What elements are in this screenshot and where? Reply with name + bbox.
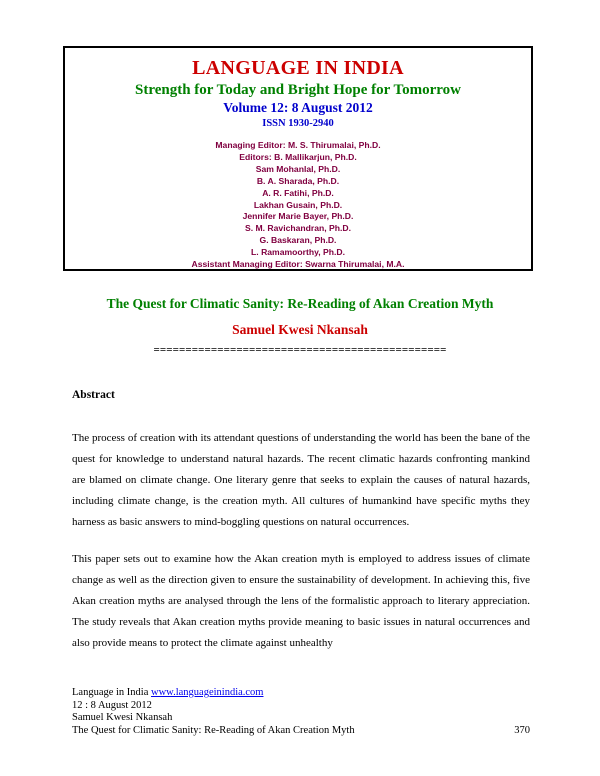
footer-journal-line [72,687,530,700]
abstract-heading: Abstract [72,389,115,401]
journal-volume: Volume 12: 8 August 2012 [223,100,373,115]
journal-masthead [63,46,533,271]
editors-list [65,140,531,271]
editor-line: Lakhan Gusain, Ph.D. [253,199,343,210]
editor-line: G. Baskaran, Ph.D. [259,235,337,246]
section-separator: ============================================== [153,344,447,356]
editor-line: A. R. Fatihi, Ph.D. [262,187,334,198]
editor-line: L. Ramamoorthy, Ph.D. [251,247,345,258]
footer-journal-name: Language in India [72,687,152,698]
editor-line: Jennifer Marie Bayer, Ph.D. [242,211,354,222]
journal-title: LANGUAGE IN INDIA [192,57,404,79]
abstract-paragraph: The process of creation with its attendant questions of understanding the world has been the bane of the quest for knowledge to understand natural hazards. The recent climatic hazards confronting mankind are blamed on climate change. One literary genre that seeks to explain the causes of natural hazards, including climate change, is the creation myth. All cultures of humankind have specific myths they harness as basic answers to mind-boggling questions on natural occurrences. [72,432,530,528]
abstract-paragraph: This paper sets out to examine how the Akan creation myth is employed to address issues of climate change as well as the direction given to ensure the sustainability of development. In achieving this, five Akan creation myths are analysed through the lens of the formalistic approach to literary appreciation. The study reveals that Akan creation myths provide meaning to basic issues in natural occurrences and also provide means to protect the climate against unhealthy [72,553,530,649]
editor-line: Assistant Managing Editor: Swarna Thirumalai, M.A. [191,259,405,270]
journal-issn: ISSN 1930-2940 [262,118,334,129]
editor-line: S. M. Ravichandran, Ph.D. [244,223,351,234]
footer-date: 12 : 8 August 2012 [72,699,152,711]
page-number: 370 [514,724,530,736]
editor-line: Managing Editor: M. S. Thirumalai, Ph.D. [215,140,381,150]
editor-line: Sam Mohanlal, Ph.D. [255,163,341,174]
footer-author: Samuel Kwesi Nkansah [72,712,173,724]
article-author: Samuel Kwesi Nkansah [232,322,368,337]
journal-tagline: Strength for Today and Bright Hope for Tomorrow [134,82,462,98]
footer-article-title: The Quest for Climatic Sanity: Re-Reading of Akan Creation Myth [72,724,355,736]
page-footer [72,687,530,737]
footer-journal-link[interactable]: www.languageinindia.com [151,687,264,698]
article-title: The Quest for Climatic Sanity: Re-Reading of Akan Creation Myth [106,296,494,311]
editor-line: Editors: B. Mallikarjun, Ph.D. [239,151,357,162]
editor-line: B. A. Sharada, Ph.D. [256,175,340,186]
